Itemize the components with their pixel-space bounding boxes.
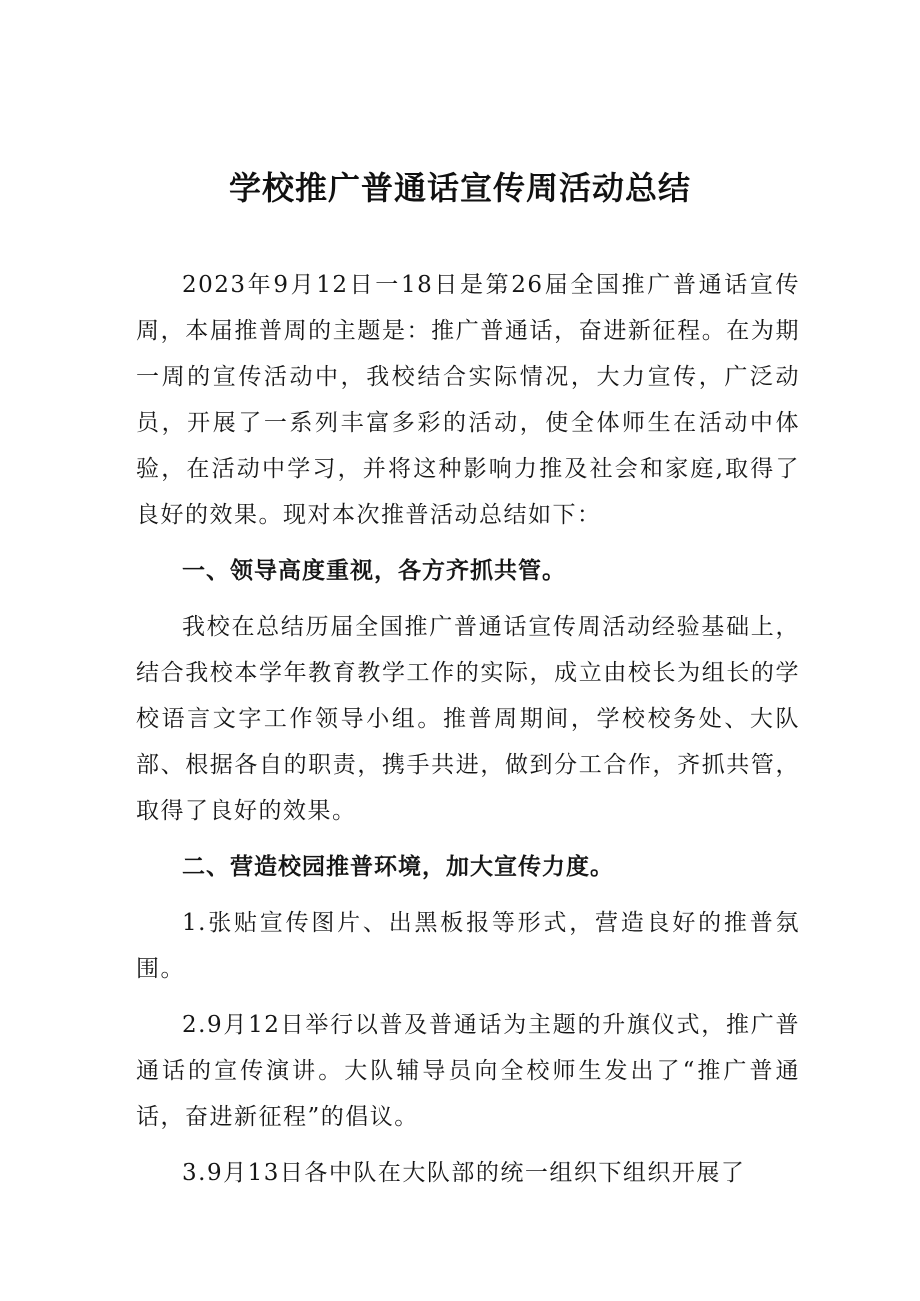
section-heading-2: 二、营造校园推普环境，加大宣传力度。 [182, 854, 614, 880]
document-title: 学校推广普通话宣传周活动总结 [228, 169, 691, 207]
intro-paragraph: 2023年9月12日一18日是第26届全国推广普通话宣传周，本届推普周的主题是：推广普通话，奋进新征程。在为期一周的宣传活动中，我校结合实际情况，大力宣传，广泛动员，开展了一系列丰富多彩的活动，使全体师生在活动中体验，在活动中学习，并将这种影响力推及社会和家庭,取得了良好的效果。现对本次推普活动总结如下： [136, 272, 800, 528]
section-heading-1: 一、领导高度重视，各方齐抓共管。 [182, 558, 566, 584]
section-1-paragraph: 我校在总结历届全国推广普通话宣传周活动经验基础上，结合我校本学年教育教学工作的实际，成立由校长为组长的学校语言文字工作领导小组。推普周期间，学校校务处、大队部、根据各自的职责，携手共进，做到分工合作，齐抓共管，取得了良好的效果。 [136, 614, 800, 824]
list-item-3: 3.9月13日各中队在大队部的统一组织下组织开展了 [182, 1160, 746, 1186]
list-item-2: 2.9月12日举行以普及普通话为主题的升旗仪式，推广普通话的宣传演讲。大队辅导员向全校师生发出了“推广普通话，奋进新征程”的倡议。 [136, 1012, 800, 1130]
list-item-1: 1.张贴宣传图片、出黑板报等形式，营造良好的推普氛围。 [136, 910, 800, 982]
document-body [136, 262, 800, 1206]
